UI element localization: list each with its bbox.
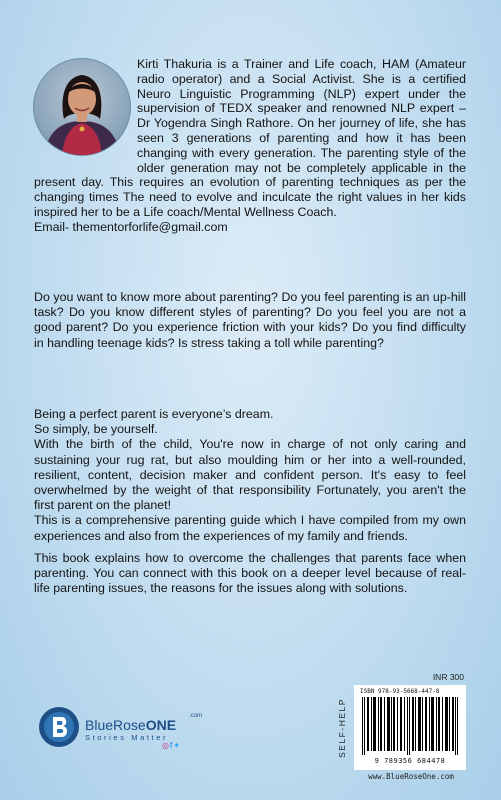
barcode-digits: 9 789356 684478 [374, 757, 446, 765]
publisher-name-a: BlueRose [85, 717, 146, 733]
publisher-dotcom: .com [189, 713, 203, 719]
body-line-be-yourself: So simply, be yourself. [34, 422, 158, 437]
price-label: INR 300 [432, 672, 464, 682]
category-label [335, 688, 349, 768]
isbn-label: ISBN 978-93-5668-447-8 [360, 688, 440, 695]
bluerose-logo-icon [38, 706, 80, 748]
author-bio [34, 57, 466, 235]
author-email: Email- thementorforlife@gmail.com [34, 219, 228, 234]
facebook-icon: f [169, 741, 174, 750]
publisher-name-b: ONE [145, 717, 177, 733]
body-text [34, 407, 466, 544]
barcode-icon [362, 697, 460, 755]
twitter-icon: ✦ [173, 741, 181, 750]
instagram-icon: ◎ [162, 741, 170, 750]
publisher-tagline: Stories Matter [85, 733, 169, 742]
questions-paragraph: Do you want to know more about parenting? Do you feel parenting is an up-hill task? Do you know different styles of parenting? Do you feel you are not a good parent? Do you experience friction with your kids? Do you find difficulty in handling teenage kids? Is stress taking a toll while parenting? [34, 290, 466, 350]
category-text: SELF-HELP [337, 698, 348, 758]
publisher-website: www.BlueRoseOne.com [368, 772, 454, 781]
barcode-box [354, 685, 466, 770]
body-line-responsibility: With the birth of the child, You're now in charge of not only caring and sustaining your rug rat, but also moulding him or her into a well-rounded, resilient, content, decision maker and confident person. It's easy to feel overwhelmed by the weight of that responsibility Fortunately, you aren't the first parent on the planet! [34, 437, 466, 513]
author-bio-text: Kirti Thakuria is a Trainer and Life coach, HAM (Amateur radio operator) and a Social Activist. She is a certified Neuro Linguistic Programming (NLP) expert under the supervision of TEDX speaker and renowned NLP expert – Dr Yogendra Singh Rathore. On her journey of life, she has seen 3 generations of parenting and how it has been changing with every generation. The parenting style of the older generation may not be completely applicable in the present day. This requires an evolution of parenting techniques as per the changing times The need to evolve and inculcate the right values in her kids inspired her to be a Life coach/Mental Wellness Coach. [34, 57, 466, 219]
portrait-spacer [34, 57, 137, 163]
closing-paragraph: This book explains how to overcome the challenges that parents face when parenting. You can connect with this book on a deeper level because of real-life parenting issues, the reasons for the issues along with solutions. [34, 551, 466, 596]
body-line-dream: Being a perfect parent is everyone’s dream. [34, 407, 274, 421]
publisher-name [85, 717, 176, 733]
body-line-guide: This is a comprehensive parenting guide which I have compiled from my own experiences and also from the experiences of my family and friends. [34, 513, 466, 543]
social-icons [162, 741, 181, 750]
